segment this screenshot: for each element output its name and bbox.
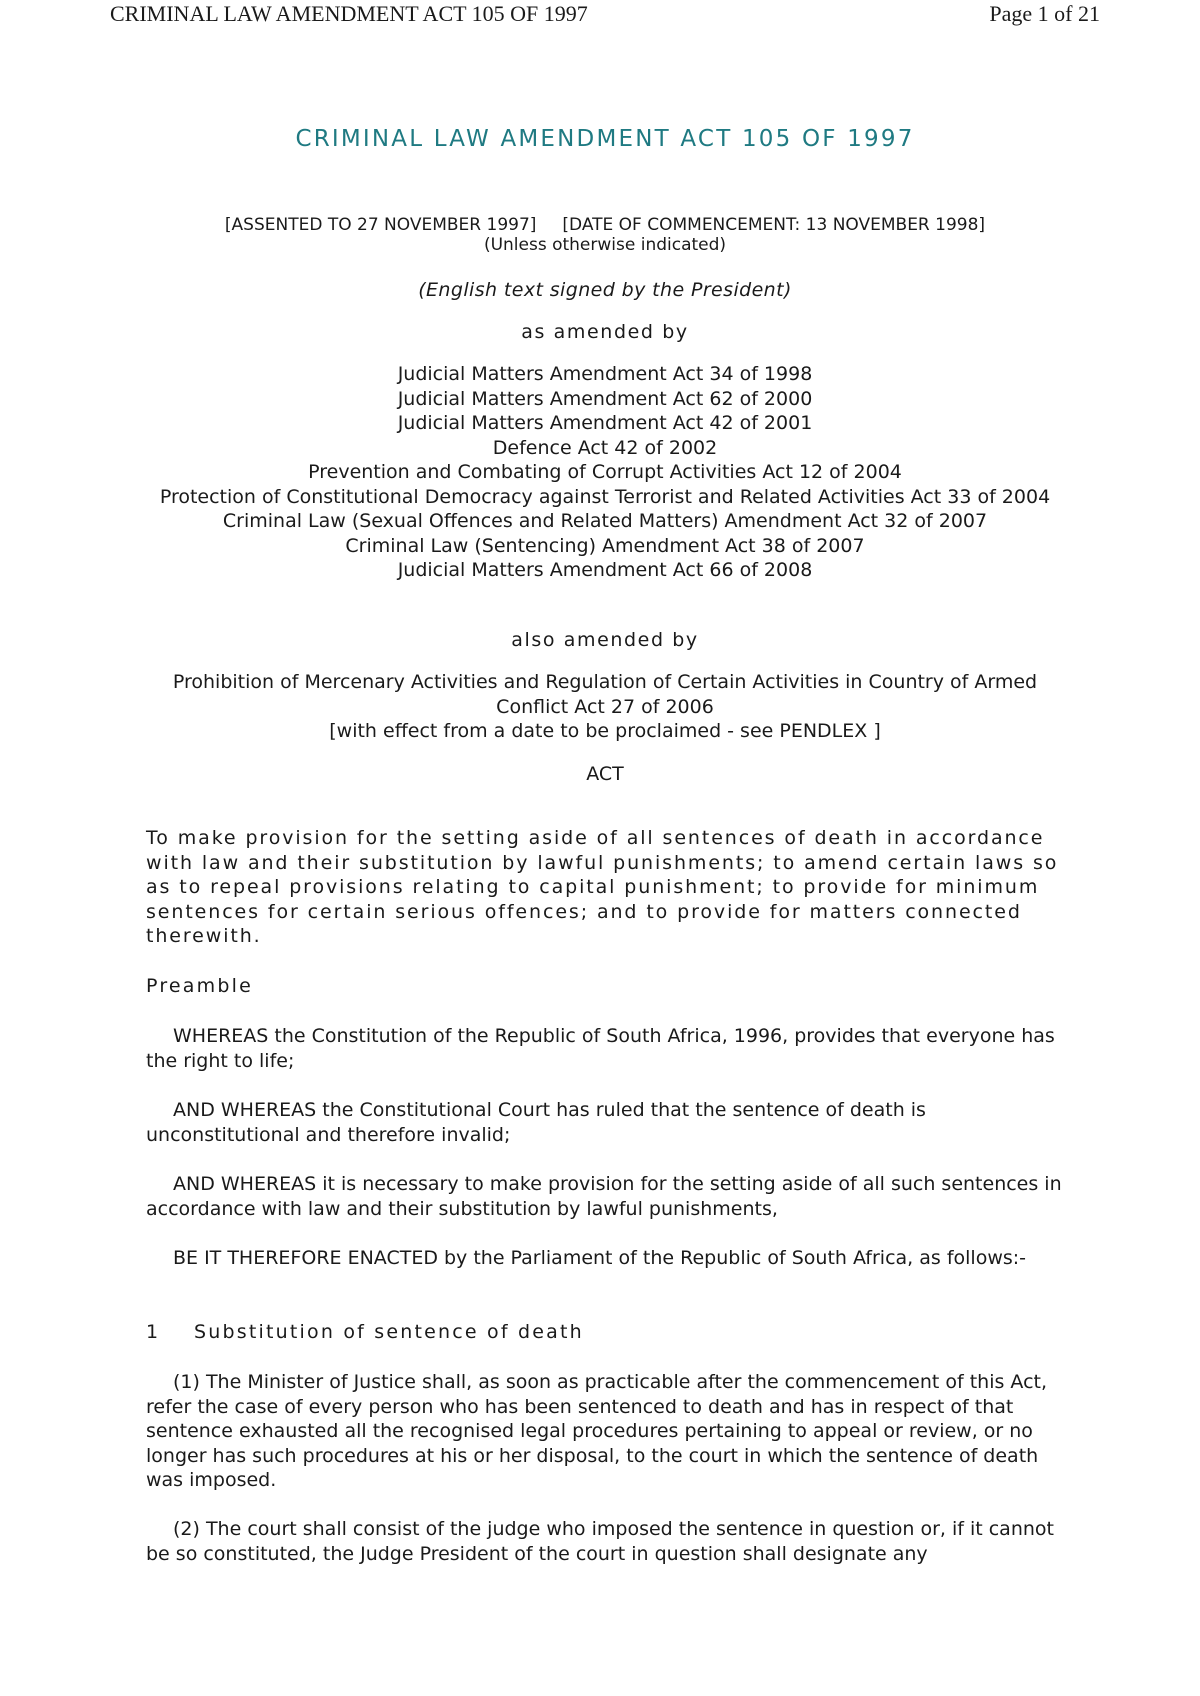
commencement-date: [DATE OF COMMENCEMENT: 13 NOVEMBER 1998] — [562, 215, 986, 235]
running-header — [110, 0, 1100, 30]
preamble-paragraph: WHEREAS the Constitution of the Republic of South Africa, 1996, provides that everyone has the right to life; — [146, 1025, 1055, 1072]
amendment-item: Protection of Constitutional Democracy against Terrorist and Related Activities Act 33 of 2004 — [159, 485, 1051, 508]
act-title: CRIMINAL LAW AMENDMENT ACT 105 OF 1997 — [295, 126, 915, 152]
enacting-clause: BE IT THEREFORE ENACTED by the Parliament of the Republic of South Africa, as follows:- — [173, 1247, 1027, 1269]
amendment-item: Judicial Matters Amendment Act 66 of 2008 — [397, 559, 813, 581]
section-title: Substitution of sentence of death — [194, 1321, 584, 1343]
also-amended-by-label: also amended by — [511, 629, 699, 651]
pendlex-note: [with effect from a date to be proclaimed - see PENDLEX ] — [329, 720, 881, 742]
long-title: To make provision for the setting aside of all sentences of death in accordance with law and their substitution by lawful punishments; to amend certain laws so as to repeal provisions relating to capital punishment; to provide for minimum sentences for certain serious offences; and to provide for matters connected therewith. — [146, 827, 1059, 947]
assent-block — [146, 215, 1064, 255]
amendment-item: Prevention and Combating of Corrupt Activities Act 12 of 2004 — [308, 461, 902, 483]
amendment-item: Judicial Matters Amendment Act 34 of 1998 — [397, 363, 813, 385]
header-title: CRIMINAL LAW AMENDMENT ACT 105 OF 1997 — [110, 1, 588, 26]
preamble-heading: Preamble — [146, 975, 253, 997]
english-text-note: (English text signed by the President) — [418, 279, 792, 301]
also-amendment-item: Prohibition of Mercenary Activities and Regulation of Certain Activities in Country of Armed Conflict Act 27 of 2006 — [172, 671, 1038, 718]
amendment-item: Defence Act 42 of 2002 — [492, 436, 718, 459]
subsection: (2) The court shall consist of the judge who imposed the sentence in question or, if it cannot be so constituted, the Judge President of the court in question shall designate any — [146, 1518, 1054, 1565]
amendment-item: Judicial Matters Amendment Act 62 of 2000 — [397, 387, 813, 410]
page-number: Page 1 of 21 — [989, 1, 1100, 26]
unless-note: (Unless otherwise indicated) — [483, 235, 727, 255]
amendment-list — [146, 362, 1064, 583]
preamble-paragraph: AND WHEREAS it is necessary to make provision for the setting aside of all such sentences in accordance with law and their substitution by lawful punishments, — [146, 1173, 1062, 1220]
amendment-item: Judicial Matters Amendment Act 42 of 2001 — [397, 412, 813, 434]
amendment-item: Criminal Law (Sentencing) Amendment Act 38 of 2007 — [345, 534, 865, 557]
act-label: ACT — [586, 763, 624, 785]
also-amendment-list — [146, 670, 1064, 744]
amendment-item: Criminal Law (Sexual Offences and Related Matters) Amendment Act 32 of 2007 — [222, 510, 988, 532]
preamble-paragraph: AND WHEREAS the Constitutional Court has ruled that the sentence of death is unconstitutional and therefore invalid; — [146, 1099, 926, 1146]
amended-by-label: as amended by — [521, 321, 689, 343]
subsection: (1) The Minister of Justice shall, as soon as practicable after the commencement of this Act, refer the case of every person who has been sentenced to death and has in respect of that sentence exhausted all the recognised legal procedures pertaining to appeal or review, or no longer has such procedures at his or her disposal, to the court in which the sentence of death was imposed. — [146, 1371, 1048, 1491]
section-number: 1 — [146, 1321, 159, 1343]
assented-date: [ASSENTED TO 27 NOVEMBER 1997] — [224, 215, 537, 235]
section-heading — [146, 1320, 1064, 1345]
